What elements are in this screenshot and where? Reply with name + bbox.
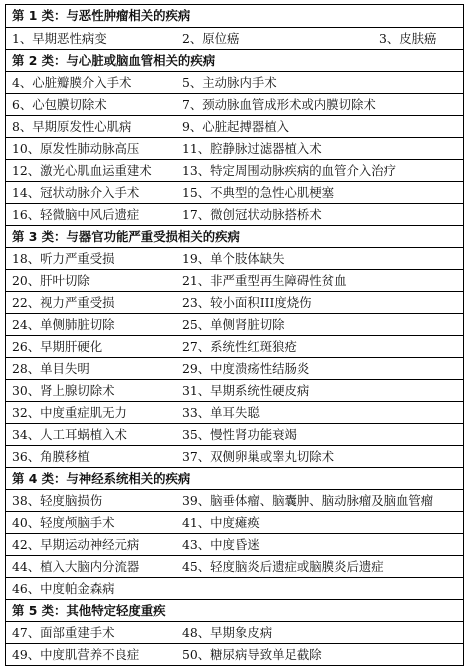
disease-item: 32、中度重症肌无力 [12, 405, 127, 420]
table-row [6, 511, 463, 533]
table-row [6, 27, 463, 49]
table-row [6, 313, 463, 335]
disease-item: 19、单个肢体缺失 [182, 251, 285, 266]
disease-item: 17、微创冠状动脉搭桥术 [182, 207, 322, 222]
table-row [6, 335, 463, 357]
disease-item: 37、双侧卵巢或睾丸切除术 [182, 449, 335, 464]
table-row [6, 533, 463, 555]
disease-item: 40、轻度颅脑手术 [12, 515, 115, 530]
disease-item: 12、激光心肌血运重建术 [12, 163, 152, 178]
disease-item: 36、角膜移植 [12, 449, 90, 464]
disease-item: 39、脑垂体瘤、脑囊肿、脑动脉瘤及脑血管瘤 [182, 493, 434, 508]
section-header: 第 4 类：与神经系统相关的疾病 [6, 467, 463, 489]
disease-item: 3、皮肤癌 [379, 31, 437, 46]
disease-item: 47、面部重建手术 [12, 625, 115, 640]
disease-item: 33、单耳失聪 [182, 405, 260, 420]
disease-item: 30、肾上腺切除术 [12, 383, 115, 398]
disease-item: 34、人工耳蜗植入术 [12, 427, 127, 442]
table-row [6, 115, 463, 137]
disease-table [5, 4, 464, 666]
table-row [6, 577, 463, 599]
disease-item: 18、听力严重受损 [12, 251, 115, 266]
disease-item: 46、中度帕金森病 [12, 581, 115, 596]
disease-item: 43、中度昏迷 [182, 537, 260, 552]
table-row [6, 203, 463, 225]
disease-item: 6、心包膜切除术 [12, 97, 107, 112]
section-header: 第 3 类：与器官功能严重受损相关的疾病 [6, 225, 463, 247]
disease-item: 1、早期恶性病变 [12, 31, 107, 46]
disease-item: 35、慢性肾功能衰竭 [182, 427, 297, 442]
table-row [6, 357, 463, 379]
disease-item: 28、单目失明 [12, 361, 90, 376]
disease-item: 50、糖尿病导致单足截除 [182, 647, 322, 662]
disease-item: 26、早期肝硬化 [12, 339, 103, 354]
disease-item: 25、单侧肾脏切除 [182, 317, 285, 332]
disease-item: 23、较小面积III度烧伤 [182, 295, 312, 310]
disease-item: 27、系统性红斑狼疮 [182, 339, 297, 354]
section-header: 第 2 类：与心脏或脑血管相关的疾病 [6, 49, 463, 71]
table-row [6, 643, 463, 665]
disease-item: 45、轻度脑炎后遗症或脑膜炎后遗症 [182, 559, 384, 574]
table-row [6, 379, 463, 401]
disease-item: 14、冠状动脉介入手术 [12, 185, 140, 200]
section-header: 第 1 类：与恶性肿瘤相关的疾病 [12, 8, 191, 23]
disease-item: 41、中度瘫痪 [182, 515, 260, 530]
table-row [6, 181, 463, 203]
table-row [6, 247, 463, 269]
disease-item: 9、心脏起搏器植入 [182, 119, 290, 134]
table-row [6, 445, 463, 467]
disease-item: 4、心脏瓣膜介入手术 [12, 75, 132, 90]
table-row [6, 269, 463, 291]
disease-item: 16、轻微脑中风后遗症 [12, 207, 140, 222]
disease-item: 21、非严重型再生障碍性贫血 [182, 273, 347, 288]
section-header: 第 5 类：其他特定轻度重疾 [6, 599, 463, 621]
disease-item: 29、中度溃疡性结肠炎 [182, 361, 310, 376]
disease-item: 7、颈动脉血管成形术或内膜切除术 [182, 97, 376, 112]
disease-item: 20、肝叶切除 [12, 273, 90, 288]
disease-item: 38、轻度脑损伤 [12, 493, 103, 508]
table-row [6, 93, 463, 115]
disease-item: 8、早期原发性心肌病 [12, 119, 132, 134]
disease-item: 42、早期运动神经元病 [12, 537, 140, 552]
table-row [6, 71, 463, 93]
disease-item: 13、特定周围动脉疾病的血管介入治疗 [182, 163, 397, 178]
table-row [6, 401, 463, 423]
disease-item: 10、原发性肺动脉高压 [12, 141, 140, 156]
table-row [6, 291, 463, 313]
disease-item: 31、早期系统性硬皮病 [182, 383, 310, 398]
table-row [6, 489, 463, 511]
disease-item: 11、腔静脉过滤器植入术 [182, 141, 322, 156]
disease-item: 49、中度肌营养不良症 [12, 647, 140, 662]
table-row [6, 555, 463, 577]
disease-item: 22、视力严重受损 [12, 295, 115, 310]
disease-item: 48、早期象皮病 [182, 625, 273, 640]
disease-item: 44、植入大脑内分流器 [12, 559, 140, 574]
table-row [6, 423, 463, 445]
disease-item: 2、原位癌 [182, 31, 240, 46]
disease-item: 24、单侧肺脏切除 [12, 317, 115, 332]
table-row [6, 137, 463, 159]
table-row [6, 621, 463, 643]
disease-item: 15、不典型的急性心肌梗塞 [182, 185, 335, 200]
disease-item: 5、主动脉内手术 [182, 75, 277, 90]
table-row [6, 159, 463, 181]
